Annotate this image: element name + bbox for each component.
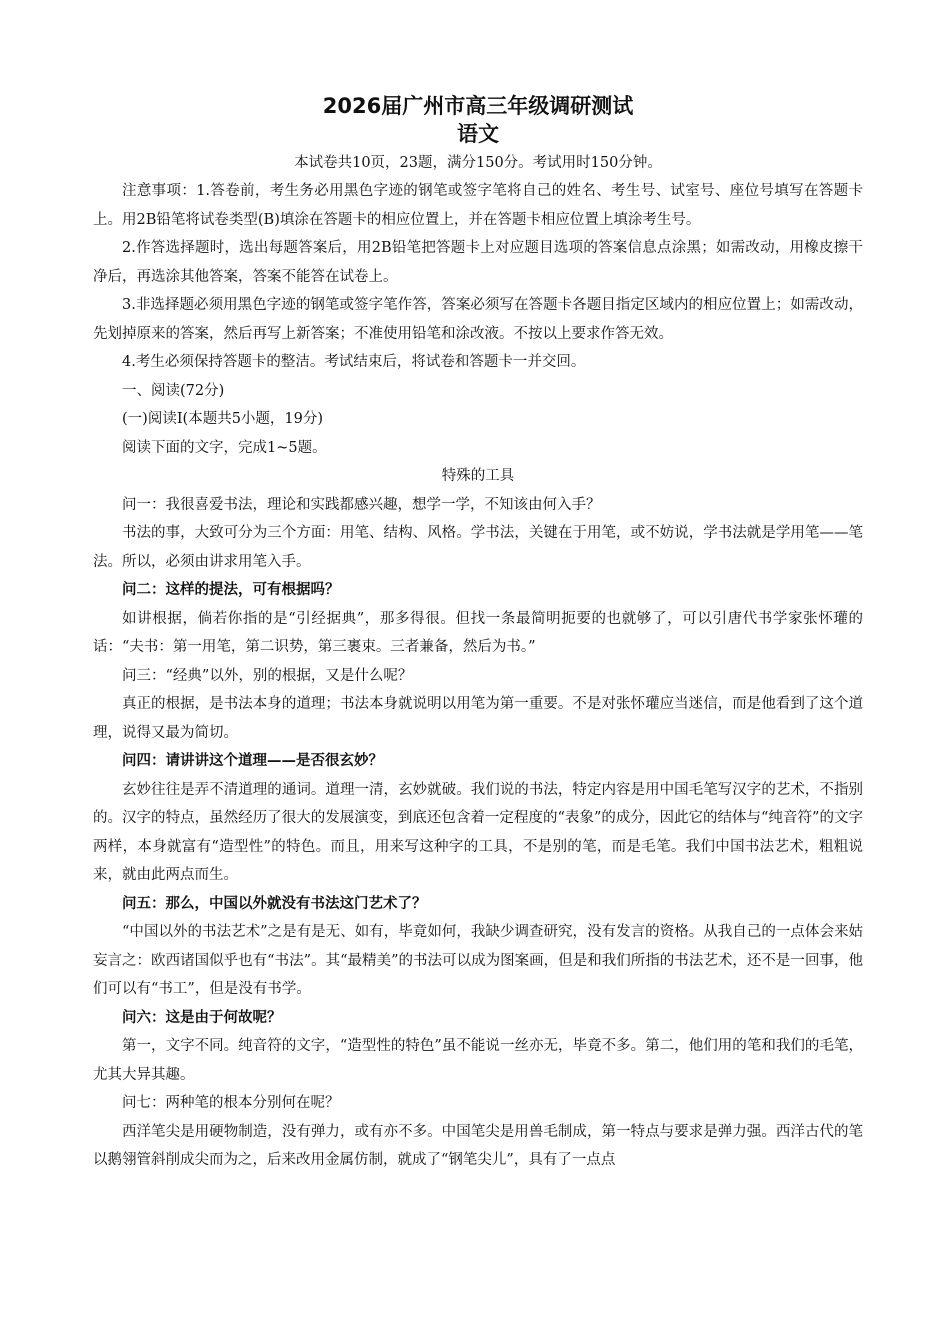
question-6: 问六：这是由于何故呢？ bbox=[122, 1009, 282, 1026]
question-3: 问三：“经典”以外，别的根据，又是什么呢？ bbox=[122, 667, 413, 684]
question-7: 问七：两种笔的根本分别何在呢？ bbox=[122, 1095, 340, 1111]
article-title: 特殊的工具 bbox=[441, 468, 515, 484]
answer-7: 西洋笔尖是用硬物制造，没有弹力，或有亦不多。中国笔尖是用兽毛制成，第一特点与要求是弹力强。西洋古代的笔以鹅翎管斜削成尖而为之，后来改用金属仿制，就成了“钢笔尖儿”，具有了一点点 bbox=[93, 1123, 863, 1168]
notice-4: 4.考生必须保持答题卡的整洁。考试结束后，将试卷和答题卡一并交回。 bbox=[122, 354, 586, 370]
answer-6: 第一，文字不同。纯音符的文字，“造型性的特色”虽不能说一丝亦无，毕竟不多。第二，他们用的笔和我们的毛笔，尤其大异其趣。 bbox=[93, 1038, 863, 1083]
notice-3: 3.非选择题必须用黑色字迹的钢笔或签字笔作答，答案必须写在答题卡各题目指定区域内的相应位置上；如需改动，先划掉原来的答案，然后再写上新答案；不准使用铅笔和涂改液。不按以上要求作答无效。 bbox=[93, 297, 863, 342]
exam-page bbox=[93, 92, 863, 1175]
question-5: 问五：那么，中国以外就没有书法这门艺术了？ bbox=[122, 895, 427, 912]
subject-title: 语文 bbox=[457, 122, 499, 146]
answer-4: 玄妙往往是弄不清道理的通词。道理一清，玄妙就破。我们说的书法，特定内容是用中国毛笔写汉字的艺术，不指别的。汉字的特点，虽然经历了很大的发展演变，到底还包含着一定程度的“表象”的成分，因此它的结体与“纯音符”的文字两样，本身就富有“造型性”的特色。而且，用来写这种字的工具，不是别的笔，而是毛笔。我们中国书法艺术，粗粗说来，就由此两点而生。 bbox=[93, 781, 863, 883]
exam-title: 2026届广州市高三年级调研测试 bbox=[322, 94, 634, 118]
subsection-heading: (一)阅读Ⅰ(本题共5小题，19分) bbox=[122, 411, 324, 427]
answer-3: 真正的根据，是书法本身的道理；书法本身就说明以用笔为第一重要。不是对张怀瓘应当迷信，而是他看到了这个道理，说得又最为简切。 bbox=[93, 696, 863, 741]
notice-1: 注意事项：1.答卷前，考生务必用黑色字迹的钢笔或签字笔将自己的姓名、考生号、试室号、座位号填写在答题卡上。用2B铅笔将试卷类型(B)填涂在答题卡的相应位置上，并在答题卡相应位置上填涂考生号。 bbox=[93, 183, 863, 228]
reading-instruction: 阅读下面的文字，完成1~5题。 bbox=[122, 439, 327, 456]
question-4: 问四：请讲讲这个道理——是否很玄妙？ bbox=[122, 753, 383, 769]
notice-2: 2.作答选择题时，选出每题答案后，用2B铅笔把答题卡上对应题目选项的答案信息点涂黑；如需改动，用橡皮擦干净后，再选涂其他答案，答案不能答在试卷上。 bbox=[93, 240, 863, 285]
answer-5: “中国以外的书法艺术”之是有是无、如有，毕竟如何，我缺少调查研究，没有发言的资格。从我自己的一点体会来姑妄言之：欧西诸国似乎也有“书法”。其“最精美”的书法可以成为图案画，但是和我们所指的书法艺术，还不是一回事，他们可以有“书工”，但是没有书学。 bbox=[93, 924, 863, 997]
exam-info: 本试卷共10页，23题，满分150分。考试用时150分钟。 bbox=[294, 155, 662, 171]
question-1: 问一：我很喜爱书法，理论和实践都感兴趣，想学一学，不知该由何入手？ bbox=[122, 496, 601, 513]
answer-1: 书法的事，大致可分为三个方面：用笔、结构、风格。学书法，关键在于用笔，或不妨说，学书法就是学用笔——笔法。所以，必须由讲求用笔入手。 bbox=[93, 525, 863, 570]
section-heading: 一、阅读(72分) bbox=[122, 382, 225, 399]
question-2: 问二：这样的提法，可有根据吗？ bbox=[122, 582, 340, 598]
answer-2: 如讲根据，倘若你指的是“引经据典”，那多得很。但找一条最简明扼要的也就够了，可以引唐代书学家张怀瓘的话：“夫书：第一用笔，第二识势，第三裹束。三者兼备，然后为书。” bbox=[93, 610, 863, 655]
